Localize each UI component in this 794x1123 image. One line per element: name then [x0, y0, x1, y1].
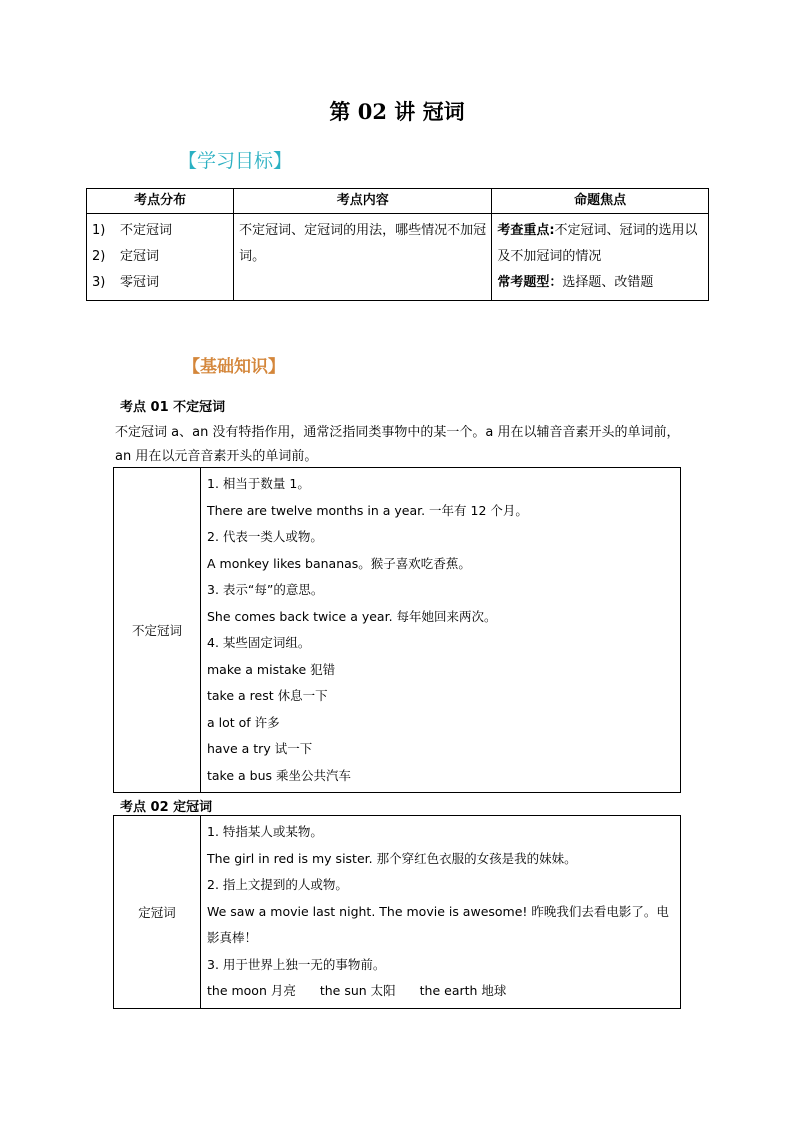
- indefinite-label: 不定冠词: [114, 468, 201, 793]
- table-row: [114, 468, 681, 793]
- header-focus: 命题焦点: [492, 189, 709, 214]
- list-item: take a bus 乘坐公共汽车: [207, 767, 351, 783]
- definite-article-table: [113, 815, 681, 1009]
- learning-goals-table: [86, 188, 709, 301]
- distribution-cell: [87, 214, 234, 301]
- focus-key: 考查重点:不定冠词、冠词的选用以及不加冠词的情况: [497, 223, 698, 264]
- definite-label: 定冠词: [114, 816, 201, 1009]
- examples-line: [207, 978, 674, 1005]
- list-item: She comes back twice a year. 每年她回来两次。: [207, 608, 497, 624]
- list-item: 1. 相当于数量 1。: [207, 476, 310, 491]
- example-item: the moon 月亮: [207, 983, 296, 998]
- table-row: [114, 816, 681, 1009]
- list-item: 3) 零冠词: [92, 275, 160, 290]
- list-item: We saw a movie last night. The movie is awesome! 昨晚我们去看电影了。电影真棒！: [207, 903, 669, 945]
- kp1-title: 考点 01 不定冠词: [120, 400, 226, 415]
- list-item: 2) 定冠词: [92, 249, 160, 264]
- list-item: a lot of 许多: [207, 714, 280, 730]
- page-title: 第 02 讲 冠词: [329, 99, 465, 124]
- list-item: 2. 指上文提到的人或物。: [207, 877, 348, 892]
- list-item: have a try 试一下: [207, 741, 313, 756]
- list-item: 1. 特指某人或某物。: [207, 824, 323, 839]
- kp2-title: 考点 02 定冠词: [120, 800, 213, 815]
- indefinite-body: [201, 468, 681, 793]
- header-distribution: 考点分布: [87, 189, 234, 214]
- list-item: take a rest 休息一下: [207, 688, 328, 703]
- basics-heading: 【基础知识】: [183, 357, 285, 377]
- kp1-intro: 不定冠词 a、an 没有特指作用，通常泛指同类事物中的某一个。a 用在以辅音音素开头的单词前，an 用在以元音音素开头的单词前。: [115, 425, 680, 464]
- learning-goals-heading: 【学习目标】: [178, 150, 293, 172]
- list-item: 4. 某些固定词组。: [207, 635, 311, 650]
- list-item: make a mistake 犯错: [207, 661, 336, 677]
- focus-cell: [492, 214, 709, 301]
- example-item: the sun 太阳: [319, 983, 396, 998]
- indefinite-article-table: [113, 467, 681, 793]
- list-item: 1) 不定冠词: [92, 223, 173, 238]
- list-item: 3. 表示“每”的意思。: [207, 582, 324, 597]
- list-item: 3. 用于世界上独一无的事物前。: [207, 956, 386, 972]
- focus-type: 常考题型：选择题、改错题: [497, 275, 654, 290]
- example-item: the earth 地球: [419, 983, 507, 998]
- table-row: [87, 214, 709, 301]
- definite-body: [201, 816, 681, 1009]
- list-item: There are twelve months in a year. 一年有 12 个月。: [207, 502, 528, 518]
- list-item: A monkey likes bananas。猴子喜欢吃香蕉。: [207, 555, 471, 571]
- table-header-row: [87, 189, 709, 214]
- content-cell: 不定冠词、定冠词的用法，哪些情况不加冠词。: [234, 214, 492, 301]
- header-content: 考点内容: [234, 189, 492, 214]
- list-item: The girl in red is my sister. 那个穿红色衣服的女孩是我的妹妹。: [207, 850, 577, 866]
- list-item: 2. 代表一类人或物。: [207, 529, 323, 544]
